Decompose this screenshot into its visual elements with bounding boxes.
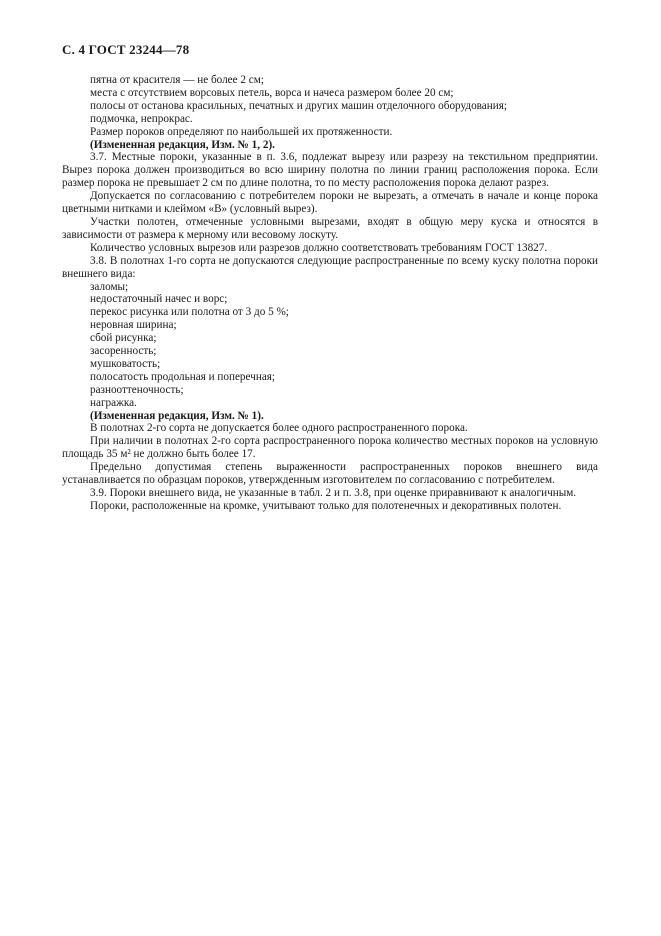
paragraph: мушковатость; [90,357,161,370]
paragraph: полосы от останова красильных, печатных и других машин отделочного оборудования; [90,99,507,112]
paragraph: 3.8. В полотнах 1-го сорта не допускаются следующие распространенные по всему куску полотна пороки внешнего вида: [62,254,598,280]
paragraph: В полотнах 2-го сорта не допускается более одного распространенного порока. [90,422,468,435]
paragraph: Размер пороков определяют по наибольшей их протяженности. [90,125,393,138]
paragraph: Предельно допустимая степень выраженности распространенных пороков внешнего вида устанавливается по образцам пороков, утвержденным изготовителем по согласованию с потребителем. [62,461,598,487]
amendment-note: (Измененная редакция, Изм. № 1, 2). [90,138,275,151]
paragraph: Допускается по согласованию с потребителем пороки не вырезать, а отмечать в начале и конце порока цветными нитками и клеймом «В» (условный вырез). [62,190,598,216]
paragraph: награжка. [90,396,137,409]
paragraph: полосатость продольная и поперечная; [90,370,276,383]
amendment-note: (Измененная редакция, Изм. № 1). [90,409,264,422]
paragraph: Пороки, расположенные на кромке, учитывают только для полотенечных и декоративных полотен. [90,499,562,512]
paragraph: 3.9. Пороки внешнего вида, не указанные в табл. 2 и п. 3.8, при оценке приравнивают к аналогичным. [90,487,577,499]
paragraph: места с отсутствием ворсовых петель, ворса и начеса размером более 20 см; [90,86,454,99]
paragraph: пятна от красителя — не более 2 см; [90,74,264,86]
paragraph: заломы; [90,280,129,293]
paragraph: перекос рисунка или полотна от 3 до 5 %; [90,306,289,319]
page-header: С. 4 ГОСТ 23244—78 [62,42,190,57]
paragraph: неровная ширина; [90,319,177,332]
paragraph: При наличии в полотнах 2-го сорта распространенного порока количество местных пороков на условную площадь 35 м² не должно быть более 17. [62,435,598,461]
document-body [62,74,598,513]
paragraph: Количество условных вырезов или разрезов должно соответствовать требованиям ГОСТ 13827. [90,241,548,254]
paragraph: засоренность; [90,345,157,358]
paragraph: 3.7. Местные пороки, указанные в п. 3.6, подлежат вырезу или разрезу на текстильном предприятии. Вырез порока должен производиться во всю ширину полотна по линии границ расположения порока. Если размер порока не превышает 2 см по длине полотна, то по месту расположения порока делают разрез. [62,151,598,190]
paragraph: Участки полотен, отмеченные условными вырезами, входят в общую меру куска и относятся в зависимости от размера к мерному или весовому лоскуту. [62,215,598,241]
paragraph: разнооттеночность; [90,383,184,396]
paragraph: сбой рисунка; [90,332,157,345]
paragraph: недостаточный начес и ворс; [90,293,228,306]
paragraph: подмочка, непрокрас. [90,112,193,125]
